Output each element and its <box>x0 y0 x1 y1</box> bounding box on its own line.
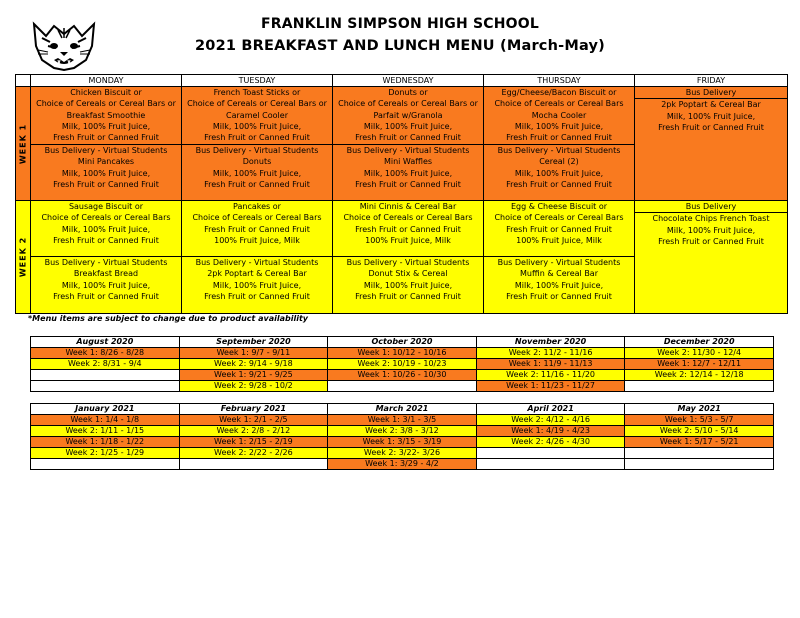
calendar-week-cell: Week 1: 9/21 - 9/25 <box>179 370 328 381</box>
menu-line: 100% Fruit Juice, Milk <box>214 235 300 245</box>
week1-thu-breakfast <box>484 87 635 145</box>
day-header-friday: FRIDAY <box>635 75 788 87</box>
menu-line: Fresh Fruit or Canned Fruit <box>355 224 461 234</box>
calendar-week-cell <box>625 459 774 470</box>
calendar-week-cell: Week 2: 9/28 - 10/2 <box>179 381 328 392</box>
menu-line: Milk, 100% Fruit Juice, <box>61 121 151 131</box>
calendar-week-cell: Week 1: 10/26 - 10/30 <box>328 370 477 381</box>
menu-line: Milk, 100% Fruit Juice, <box>666 225 756 235</box>
day-header-thursday: THURSDAY <box>484 75 635 87</box>
calendar-week-cell <box>31 381 180 392</box>
menu-line: Fresh Fruit or Canned Fruit <box>204 224 310 234</box>
calendar-week-cell: Week 2: 4/12 - 4/16 <box>476 415 625 426</box>
menu-line: Fresh Fruit or Canned Fruit <box>53 291 159 301</box>
calendar-week-cell: Week 1: 3/1 - 3/5 <box>328 415 477 426</box>
menu-line: Choice of Cereals or Cereal Bars or <box>187 99 327 109</box>
calendar-week-cell: Week 2: 1/25 - 1/29 <box>31 448 180 459</box>
calendar-week-cell: Week 1: 11/9 - 11/13 <box>476 359 625 370</box>
week2-thu-lunch <box>484 257 635 314</box>
calendar-week-cell: Week 2: 1/11 - 1/15 <box>31 426 180 437</box>
day-header-tuesday: TUESDAY <box>182 75 333 87</box>
calendar-week-cell: Week 1: 5/3 - 5/7 <box>625 415 774 426</box>
calendar-week-cell: Week 1: 4/19 - 4/23 <box>476 426 625 437</box>
week1-mon-lunch <box>31 145 182 201</box>
month-header: August 2020 <box>31 337 180 348</box>
calendar-header-row <box>31 337 774 348</box>
menu-line: Mini Pancakes <box>77 157 135 167</box>
calendar-week-row <box>31 459 774 470</box>
menu-line: Bus Delivery - Virtual Students <box>497 146 621 155</box>
calendar-week-cell: Week 2: 11/30 - 12/4 <box>625 348 774 359</box>
menu-line: Sausage Biscuit or <box>68 202 144 211</box>
week1-breakfast-row <box>16 87 788 145</box>
month-header: February 2021 <box>179 404 328 415</box>
menu-line: Fresh Fruit or Canned Fruit <box>658 236 764 246</box>
week1-fri-menu <box>635 87 788 201</box>
availability-note: *Menu items are subject to change due to product availability <box>28 314 309 323</box>
menu-line: Fresh Fruit or Canned Fruit <box>355 291 461 301</box>
week1-tue-lunch <box>182 145 333 201</box>
menu-line: Mini Waffles <box>383 157 433 167</box>
school-name: FRANKLIN SIMPSON HIGH SCHOOL <box>261 16 539 32</box>
menu-line: French Toast Sticks or <box>213 88 301 97</box>
week1-wed-lunch <box>333 145 484 201</box>
week1-tue-breakfast <box>182 87 333 145</box>
menu-line: Choice of Cereals or Cereal Bars or <box>338 99 478 109</box>
calendar-week-cell: Week 1: 1/18 - 1/22 <box>31 437 180 448</box>
calendar-week-cell <box>625 381 774 392</box>
menu-line: Bus Delivery - Virtual Students <box>195 146 319 155</box>
menu-line: Pancakes or <box>233 202 281 211</box>
week2-wed-lunch <box>333 257 484 314</box>
calendar-header-row <box>31 404 774 415</box>
calendar-week-row <box>31 448 774 459</box>
calendar-week-row <box>31 415 774 426</box>
menu-line: Egg & Cheese Biscuit or <box>510 202 608 211</box>
menu-line: Choice of Cereals or Cereal Bars <box>343 213 473 223</box>
menu-line: Muffin & Cereal Bar <box>520 269 598 279</box>
day-header-monday: MONDAY <box>31 75 182 87</box>
menu-line: Bus Delivery - Virtual Students <box>44 258 168 267</box>
calendar-week-cell: Week 2: 2/8 - 2/12 <box>179 426 328 437</box>
calendar-week-cell: Week 1: 2/15 - 2/19 <box>179 437 328 448</box>
week1-label: WEEK 1 <box>18 123 28 164</box>
menu-line: Fresh Fruit or Canned Fruit <box>53 179 159 189</box>
menu-line: Fresh Fruit or Canned Fruit <box>204 133 310 143</box>
menu-line: Milk, 100% Fruit Juice, <box>363 280 453 290</box>
menu-line: Choice of Cereals or Cereal Bars <box>494 99 624 109</box>
calendar-week-cell <box>625 448 774 459</box>
calendar-week-cell: Week 1: 12/7 - 12/11 <box>625 359 774 370</box>
calendar-week-cell: Week 2: 12/14 - 12/18 <box>625 370 774 381</box>
month-header: September 2020 <box>179 337 328 348</box>
menu-line: Fresh Fruit or Canned Fruit <box>355 133 461 143</box>
menu-line: Milk, 100% Fruit Juice, <box>363 168 453 178</box>
menu-line: 100% Fruit Juice, Milk <box>516 235 602 245</box>
menu-line: Milk, 100% Fruit Juice, <box>61 224 151 234</box>
calendar-week-cell: Week 2: 11/16 - 11/20 <box>476 370 625 381</box>
calendar-week-cell: Week 2: 4/26 - 4/30 <box>476 437 625 448</box>
menu-line: Donuts or <box>388 88 428 97</box>
calendar-week-cell: Week 2: 11/2 - 11/16 <box>476 348 625 359</box>
menu-line: 2pk Poptart & Cereal Bar <box>661 100 761 110</box>
calendar-week-row <box>31 381 774 392</box>
calendar-week-cell: Week 2: 9/14 - 9/18 <box>179 359 328 370</box>
calendar-week-row <box>31 359 774 370</box>
menu-line: Choice of Cereals or Cereal Bars <box>41 213 171 223</box>
corner-cell <box>16 75 31 87</box>
calendar-week-cell <box>476 448 625 459</box>
calendar-week-cell: Week 1: 2/1 - 2/5 <box>179 415 328 426</box>
calendar-week-cell: Week 1: 3/15 - 3/19 <box>328 437 477 448</box>
menu-line: Choice of Cereals or Cereal Bars or <box>36 99 176 109</box>
week2-label: WEEK 2 <box>18 236 28 278</box>
menu-line: Milk, 100% Fruit Juice, <box>514 280 604 290</box>
calendar-week-cell: Week 1: 9/7 - 9/11 <box>179 348 328 359</box>
calendar-week-cell: Week 2: 3/8 - 3/12 <box>328 426 477 437</box>
week2-tue-breakfast <box>182 201 333 257</box>
week2-mon-lunch <box>31 257 182 314</box>
week1-wed-breakfast <box>333 87 484 145</box>
calendar-week-cell: Week 2: 3/22- 3/26 <box>328 448 477 459</box>
menu-line: 100% Fruit Juice, Milk <box>365 235 451 245</box>
calendar-table-spring <box>30 403 774 470</box>
menu-line: Milk, 100% Fruit Juice, <box>363 121 453 131</box>
menu-line: Fresh Fruit or Canned Fruit <box>204 179 310 189</box>
calendar-week-row <box>31 426 774 437</box>
menu-line: Cereal (2) <box>539 157 579 167</box>
menu-line: Milk, 100% Fruit Juice, <box>61 280 151 290</box>
week2-fri-menu <box>635 201 788 314</box>
calendar-table-fall <box>30 336 774 392</box>
month-header: November 2020 <box>476 337 625 348</box>
menu-line: Chocolate Chips French Toast <box>652 214 770 224</box>
week2-tue-lunch <box>182 257 333 314</box>
menu-header-row <box>16 75 788 87</box>
month-header: May 2021 <box>625 404 774 415</box>
menu-line: Fresh Fruit or Canned Fruit <box>355 179 461 189</box>
menu-line: Bus Delivery <box>635 87 787 99</box>
calendar-week-cell: Week 1: 10/12 - 10/16 <box>328 348 477 359</box>
menu-line: Fresh Fruit or Canned Fruit <box>204 291 310 301</box>
calendar-week-cell: Week 2: 5/10 - 5/14 <box>625 426 774 437</box>
menu-line: Milk, 100% Fruit Juice, <box>212 280 302 290</box>
week2-breakfast-row <box>16 201 788 257</box>
menu-line: Fresh Fruit or Canned Fruit <box>658 122 764 132</box>
week1-mon-breakfast <box>31 87 182 145</box>
calendar-week-cell <box>31 370 180 381</box>
menu-line: Egg/Cheese/Bacon Biscuit or <box>501 88 617 97</box>
menu-title: 2021 BREAKFAST AND LUNCH MENU (March-May) <box>195 38 605 54</box>
week2-label-cell <box>16 201 31 314</box>
menu-line: Mini Cinnis & Cereal Bar <box>359 202 457 211</box>
menu-line: Donuts <box>242 157 272 167</box>
calendar-week-cell: Week 1: 1/4 - 1/8 <box>31 415 180 426</box>
menu-line: Parfait w/Granola <box>373 110 443 120</box>
menu-line: Milk, 100% Fruit Juice, <box>61 168 151 178</box>
menu-line: Bus Delivery - Virtual Students <box>346 146 470 155</box>
calendar-week-cell <box>179 459 328 470</box>
week2-mon-breakfast <box>31 201 182 257</box>
menu-line: Fresh Fruit or Canned Fruit <box>53 235 159 245</box>
menu-line: Bus Delivery - Virtual Students <box>346 258 470 267</box>
calendar-week-row <box>31 437 774 448</box>
calendar-week-cell: Week 1: 5/17 - 5/21 <box>625 437 774 448</box>
month-header: March 2021 <box>328 404 477 415</box>
menu-line: Breakfast Bread <box>73 269 139 279</box>
menu-line: Breakfast Smoothie <box>66 110 146 120</box>
calendar-week-cell: Week 1: 11/23 - 11/27 <box>476 381 625 392</box>
month-header: October 2020 <box>328 337 477 348</box>
week2-thu-breakfast <box>484 201 635 257</box>
calendar-week-cell: Week 1: 3/29 - 4/2 <box>328 459 477 470</box>
menu-line: Choice of Cereals or Cereal Bars <box>192 213 322 223</box>
menu-line: Bus Delivery - Virtual Students <box>497 258 621 267</box>
week1-label-cell <box>16 87 31 201</box>
menu-line: Fresh Fruit or Canned Fruit <box>506 224 612 234</box>
calendar-week-cell: Week 1: 8/26 - 8/28 <box>31 348 180 359</box>
calendar-week-cell: Week 2: 2/22 - 2/26 <box>179 448 328 459</box>
menu-line: Milk, 100% Fruit Juice, <box>514 168 604 178</box>
month-header: December 2020 <box>625 337 774 348</box>
calendar-week-row <box>31 348 774 359</box>
month-header: April 2021 <box>476 404 625 415</box>
menu-line: Fresh Fruit or Canned Fruit <box>53 133 159 143</box>
menu-line: Bus Delivery <box>635 201 787 213</box>
menu-line: Fresh Fruit or Canned Fruit <box>506 291 612 301</box>
menu-line: Milk, 100% Fruit Juice, <box>212 168 302 178</box>
menu-line: Fresh Fruit or Canned Fruit <box>506 179 612 189</box>
menu-line: Bus Delivery - Virtual Students <box>44 146 168 155</box>
menu-line: Milk, 100% Fruit Juice, <box>514 121 604 131</box>
menu-line: Milk, 100% Fruit Juice, <box>666 111 756 121</box>
menu-line: Milk, 100% Fruit Juice, <box>212 121 302 131</box>
menu-line: Donut Stix & Cereal <box>368 269 448 279</box>
month-header: January 2021 <box>31 404 180 415</box>
calendar-week-cell <box>476 459 625 470</box>
menu-line: Chicken Biscuit or <box>70 88 142 97</box>
menu-line: Caramel Cooler <box>226 110 288 120</box>
week2-wed-breakfast <box>333 201 484 257</box>
week1-thu-lunch <box>484 145 635 201</box>
menu-table <box>15 74 788 314</box>
menu-line: Bus Delivery - Virtual Students <box>195 258 319 267</box>
menu-line: Choice of Cereals or Cereal Bars <box>494 213 624 223</box>
calendar-week-cell: Week 2: 8/31 - 9/4 <box>31 359 180 370</box>
calendar-week-cell: Week 2: 10/19 - 10/23 <box>328 359 477 370</box>
day-header-wednesday: WEDNESDAY <box>333 75 484 87</box>
calendar-week-cell <box>328 381 477 392</box>
calendar-week-row <box>31 370 774 381</box>
calendar-week-cell <box>31 459 180 470</box>
menu-line: 2pk Poptart & Cereal Bar <box>207 269 307 279</box>
menu-line: Fresh Fruit or Canned Fruit <box>506 133 612 143</box>
menu-line: Mocha Cooler <box>531 110 587 120</box>
